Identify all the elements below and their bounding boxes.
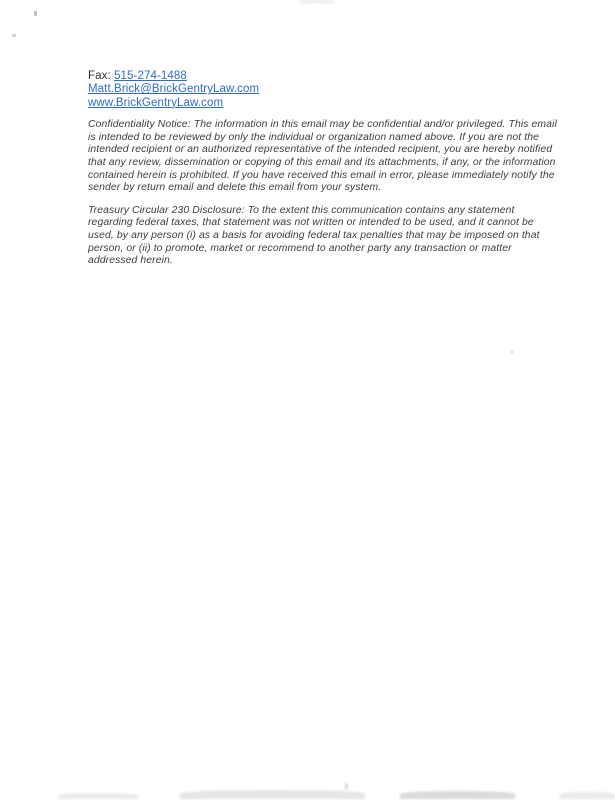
treasury-circular-230-disclosure: Treasury Circular 230 Disclosure: To the extent this communication contains any statement regarding federal taxes, that statement was not written or intended to be used, and it cannot be used, by any person (i) as a basis for avoiding federal tax penalties that may be imposed on that person, or (ii) to promote, market or recommend to another party any transaction or matter addressed herein. <box>88 204 540 267</box>
fax-label: Fax: <box>88 70 111 82</box>
fax-line <box>88 70 560 83</box>
scan-smudge <box>560 792 615 799</box>
scan-smudge <box>345 783 348 789</box>
website-line <box>88 97 560 110</box>
scan-speck <box>12 34 16 37</box>
scan-speck <box>511 351 513 353</box>
email-link[interactable]: Matt.Brick@BrickGentryLaw.com <box>88 83 260 96</box>
email-line <box>88 83 560 96</box>
confidentiality-notice: Confidentiality Notice: The information in this email may be confidential and/or privileged. This email is intended to be reviewed by only the individual or organization named above. If you are not the intended recipient or an authorized representative of the intended recipient, you are hereby notified that any review, dissemination or copying of this email and its attachments, if any, or the information contained herein is prohibited. If you have received this email in error, please immediately notify the sender by return email and delete this email from your system. <box>88 119 557 194</box>
website-link[interactable]: www.BrickGentryLaw.com <box>88 96 224 109</box>
contact-block <box>88 70 560 110</box>
scan-smudge <box>180 790 365 799</box>
fax-number-link[interactable]: 515-274-1488 <box>114 70 187 82</box>
scan-smudge <box>400 791 515 799</box>
document-content <box>88 70 560 268</box>
scan-speck <box>34 11 37 16</box>
scan-smudge <box>58 793 138 799</box>
scan-smudge <box>300 0 334 3</box>
